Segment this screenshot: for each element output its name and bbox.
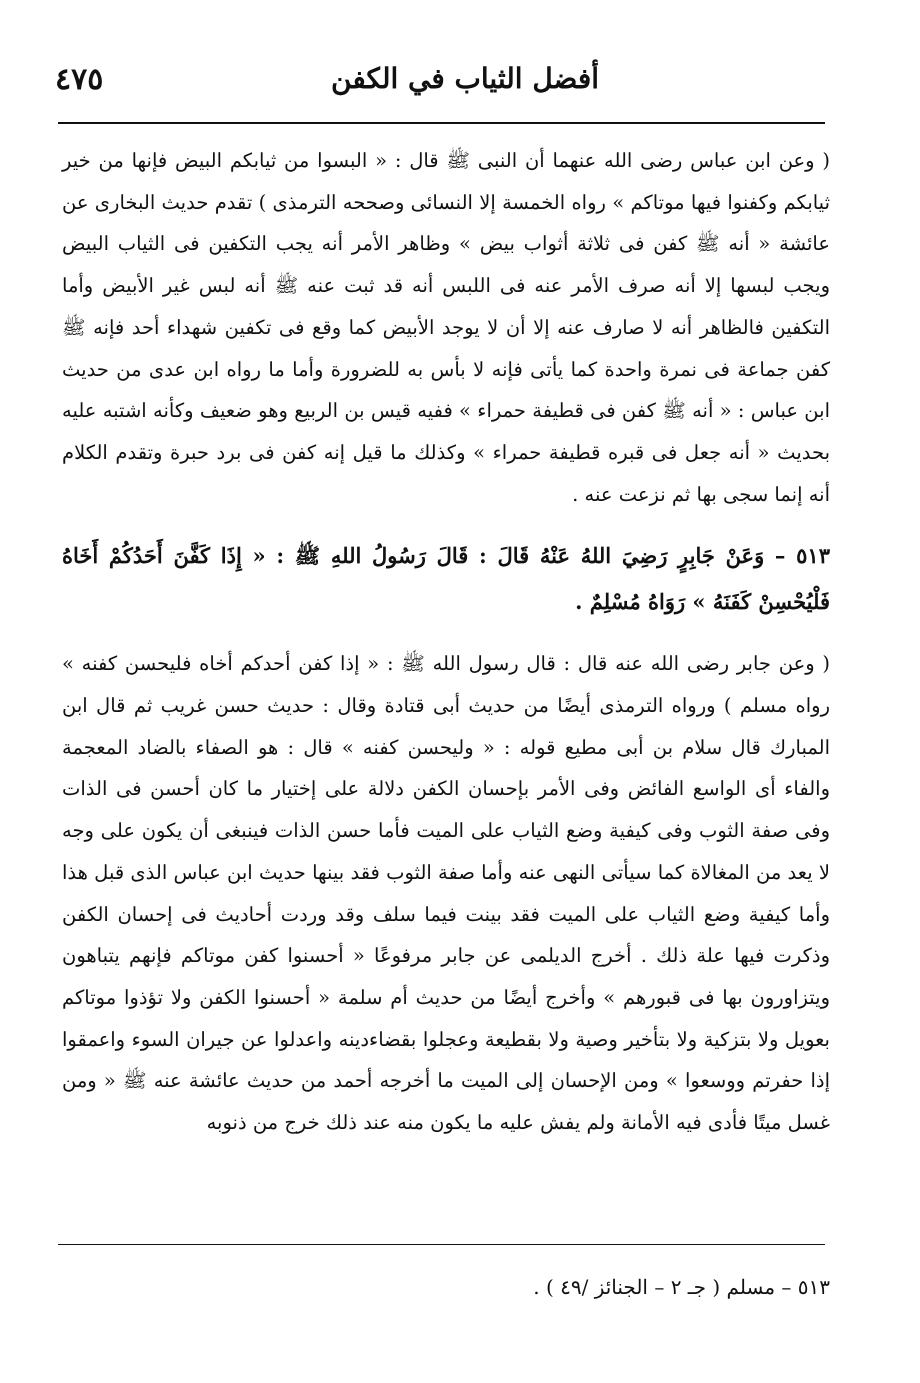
footnote: ٥١٣ – مسلم ( جـ ٢ – الجنائز /٤٩ ) .	[533, 1275, 830, 1299]
header-divider	[58, 122, 825, 124]
main-text	[62, 140, 830, 1144]
hadith-513: ٥١٣ – وَعَنْ جَابِرٍ رَضِيَ اللهُ عَنْهُ قَالَ : قَالَ رَسُولُ اللهِ ﷺ : « إِذَا كَفَّنَ أَحَدُكُمْ أَخَاهُ فَلْيُحْسِنْ كَفَنَهُ » رَوَاهُ مُسْلِمٌ .	[62, 543, 830, 615]
running-title: أفضل الثياب في الكفن	[331, 62, 599, 95]
page-number: ٤٧٥	[55, 62, 104, 97]
footnote-divider	[58, 1244, 825, 1245]
page-header	[55, 58, 835, 108]
commentary-paragraph-1: ( وعن ابن عباس رضى الله عنهما أن النبى ﷺ قال : « البسوا من ثيابكم البيض فإنها من خير ثيابكم وكفنوا فيها موتاكم » رواه الخمسة إلا النسائى وصححه الترمذى ) تقدم حديث البخارى عن عائشة « أنه ﷺ كفن فى ثلاثة أثواب بيض » وظاهر الأمر أنه يجب التكفين فى الثياب البيض ويجب لبسها إلا أنه صرف الأمر عنه فى اللبس أنه قد ثبت عنه ﷺ أنه لبس غير الأبيض وأما التكفين فالظاهر أنه لا صارف عنه إلا أن لا يوجد الأبيض كما وقع فى تكفين شهداء أحد فإنه ﷺ كفن جماعة فى نمرة واحدة كما يأتى فإنه لا بأس به للضرورة وأما ما رواه ابن عدى من حديث ابن عباس : « أنه ﷺ كفن فى قطيفة حمراء » ففيه قيس بن الربيع وهو ضعيف وكأنه اشتبه عليه بحديث « أنه جعل فى قبره قطيفة حمراء » وكذلك ما قيل إنه كفن فى برد حبرة وتقدم الكلام أنه إنما سجى بها ثم نزعت عنه .	[62, 149, 830, 506]
commentary-paragraph-2: ( وعن جابر رضى الله عنه قال : قال رسول الله ﷺ : « إذا كفن أحدكم أخاه فليحسن كفنه » رواه مسلم ) ورواه الترمذى أيضًا من حديث أبى قتادة وقال : حديث حسن غريب ثم قال ابن المبارك قال سلام بن أبى مطيع قوله : « وليحسن كفنه » قال : هو الصفاء بالضاد المعجمة والفاء أى الواسع الفائض وفى الأمر بإحسان الكفن دلالة على إختيار ما كان أحسن فى الذات وفى صفة الثوب وفى كيفية وضع الثياب على الميت فأما حسن الذات فينبغى أن يكون على وجه لا يعد من المغالاة كما سيأتى النهى عنه وأما صفة الثوب فقد بينها حديث ابن عباس الذى قبل هذا وأما كيفية وضع الثياب على الميت فقد بينت فيما سلف وقد وردت أحاديث فى إحسان الكفن وذكرت فيها علة ذلك . أخرج الديلمى عن جابر مرفوعًا « أحسنوا كفن موتاكم فإنهم يتباهون ويتزاورون بها فى قبورهم » وأخرج أيضًا من حديث أم سلمة « أحسنوا الكفن ولا تؤذوا موتاكم بعويل ولا بتزكية ولا بتأخير وصية ولا بقطيعة وعجلوا بقضاءدينه واعدلوا عن جيران السوء واعمقوا إذا حفرتم ووسعوا » ومن الإحسان إلى الميت ما أخرجه أحمد من حديث عائشة عنه ﷺ « ومن غسل ميتًا فأدى فيه الأمانة ولم يفش عليه ما يكون منه عند ذلك خرج من ذنوبه	[62, 652, 830, 1135]
